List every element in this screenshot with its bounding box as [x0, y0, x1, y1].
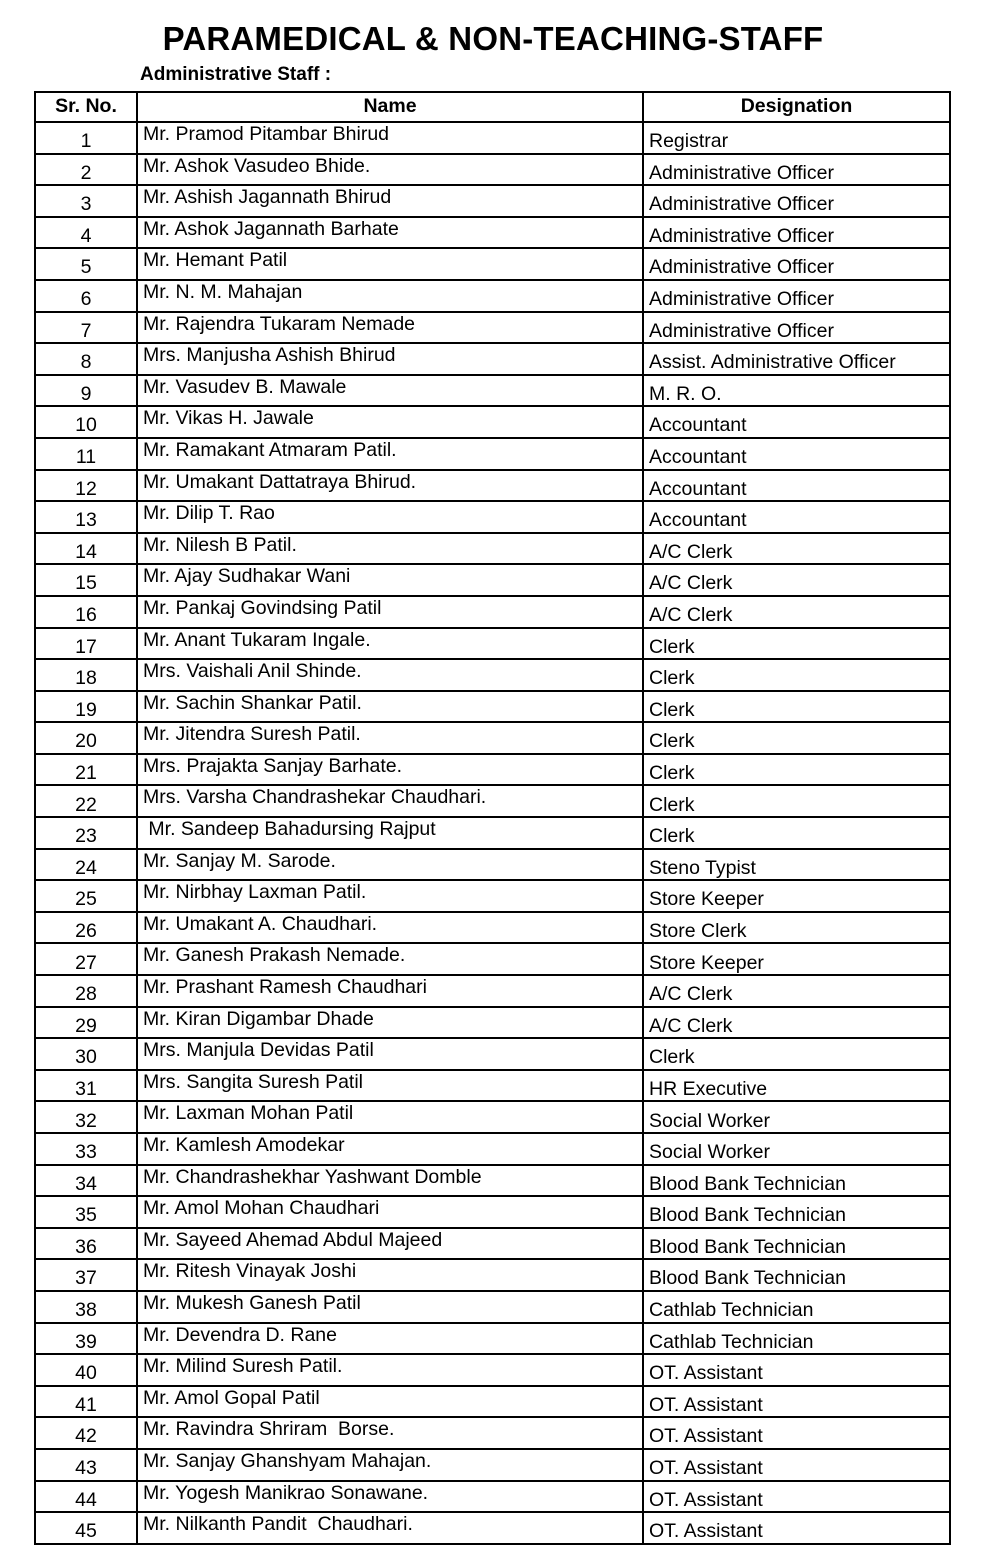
- cell-sr-no: 11: [35, 438, 137, 470]
- cell-sr-no: 22: [35, 785, 137, 817]
- table-row: [35, 1038, 950, 1070]
- cell-designation: A/C Clerk: [643, 975, 950, 1007]
- cell-name: Mrs. Manjula Devidas Patil: [137, 1038, 643, 1070]
- cell-name: Mrs. Manjusha Ashish Bhirud: [137, 343, 643, 375]
- cell-designation: OT. Assistant: [643, 1386, 950, 1418]
- cell-sr-no: 4: [35, 217, 137, 249]
- cell-designation: Store Keeper: [643, 943, 950, 975]
- cell-designation: Administrative Officer: [643, 280, 950, 312]
- cell-name: Mr. Kiran Digambar Dhade: [137, 1007, 643, 1039]
- cell-name: Mr. Prashant Ramesh Chaudhari: [137, 975, 643, 1007]
- header-name: Name: [137, 92, 643, 122]
- cell-designation: Clerk: [643, 691, 950, 723]
- table-row: [35, 785, 950, 817]
- cell-name: Mr. N. M. Mahajan: [137, 280, 643, 312]
- cell-name: Mr. Sayeed Ahemad Abdul Majeed: [137, 1228, 643, 1260]
- table-row: [35, 659, 950, 691]
- table-row: [35, 1449, 950, 1481]
- cell-name: Mr. Mukesh Ganesh Patil: [137, 1291, 643, 1323]
- cell-sr-no: 27: [35, 943, 137, 975]
- cell-name: Mr. Umakant A. Chaudhari.: [137, 912, 643, 944]
- cell-designation: Administrative Officer: [643, 312, 950, 344]
- cell-name: Mr. Ashok Jagannath Barhate: [137, 217, 643, 249]
- section-subtitle: Administrative Staff :: [140, 64, 332, 85]
- table-row: [35, 849, 950, 881]
- cell-name: Mr. Ritesh Vinayak Joshi: [137, 1259, 643, 1291]
- cell-sr-no: 35: [35, 1196, 137, 1228]
- table-row: [35, 1481, 950, 1513]
- cell-name: Mrs. Varsha Chandrashekar Chaudhari.: [137, 785, 643, 817]
- cell-name: Mr. Nilkanth Pandit Chaudhari.: [137, 1512, 643, 1544]
- table-row: [35, 722, 950, 754]
- cell-sr-no: 13: [35, 501, 137, 533]
- table-row: [35, 1007, 950, 1039]
- cell-sr-no: 23: [35, 817, 137, 849]
- header-designation: Designation: [643, 92, 950, 122]
- table-row: [35, 248, 950, 280]
- cell-sr-no: 19: [35, 691, 137, 723]
- cell-name: Mr. Kamlesh Amodekar: [137, 1133, 643, 1165]
- cell-designation: Accountant: [643, 406, 950, 438]
- cell-designation: Store Keeper: [643, 880, 950, 912]
- cell-sr-no: 5: [35, 248, 137, 280]
- table-row: [35, 817, 950, 849]
- cell-designation: Cathlab Technician: [643, 1323, 950, 1355]
- cell-designation: Clerk: [643, 1038, 950, 1070]
- cell-designation: Clerk: [643, 817, 950, 849]
- cell-name: Mr. Sanjay Ghanshyam Mahajan.: [137, 1449, 643, 1481]
- cell-name: Mr. Amol Gopal Patil: [137, 1386, 643, 1418]
- cell-designation: Administrative Officer: [643, 185, 950, 217]
- cell-designation: A/C Clerk: [643, 564, 950, 596]
- cell-sr-no: 15: [35, 564, 137, 596]
- cell-sr-no: 28: [35, 975, 137, 1007]
- cell-designation: A/C Clerk: [643, 533, 950, 565]
- cell-sr-no: 45: [35, 1512, 137, 1544]
- cell-sr-no: 12: [35, 470, 137, 502]
- cell-name: Mr. Vikas H. Jawale: [137, 406, 643, 438]
- cell-sr-no: 7: [35, 312, 137, 344]
- cell-sr-no: 39: [35, 1323, 137, 1355]
- table-row: [35, 1101, 950, 1133]
- cell-name: Mr. Milind Suresh Patil.: [137, 1354, 643, 1386]
- table-row: [35, 343, 950, 375]
- cell-name: Mr. Ramakant Atmaram Patil.: [137, 438, 643, 470]
- page-title: PARAMEDICAL & NON-TEACHING-STAFF: [162, 20, 824, 57]
- table-row: [35, 596, 950, 628]
- cell-sr-no: 6: [35, 280, 137, 312]
- cell-designation: Social Worker: [643, 1133, 950, 1165]
- table-row: [35, 1196, 950, 1228]
- cell-designation: Blood Bank Technician: [643, 1228, 950, 1260]
- table-header: [35, 92, 950, 122]
- cell-sr-no: 18: [35, 659, 137, 691]
- table-row: [35, 1386, 950, 1418]
- table-row: [35, 217, 950, 249]
- table-row: [35, 564, 950, 596]
- cell-name: Mr. Ajay Sudhakar Wani: [137, 564, 643, 596]
- cell-sr-no: 33: [35, 1133, 137, 1165]
- cell-designation: Blood Bank Technician: [643, 1196, 950, 1228]
- table-row: [35, 1070, 950, 1102]
- cell-name: Mr. Nilesh B Patil.: [137, 533, 643, 565]
- cell-sr-no: 10: [35, 406, 137, 438]
- cell-name: Mr. Ashok Vasudeo Bhide.: [137, 154, 643, 186]
- cell-name: Mr. Amol Mohan Chaudhari: [137, 1196, 643, 1228]
- table-row: [35, 438, 950, 470]
- cell-sr-no: 42: [35, 1417, 137, 1449]
- cell-designation: Clerk: [643, 722, 950, 754]
- cell-name: Mr. Dilip T. Rao: [137, 501, 643, 533]
- cell-designation: OT. Assistant: [643, 1449, 950, 1481]
- cell-sr-no: 32: [35, 1101, 137, 1133]
- cell-sr-no: 41: [35, 1386, 137, 1418]
- table-row: [35, 185, 950, 217]
- cell-designation: OT. Assistant: [643, 1512, 950, 1544]
- cell-name: Mr. Ganesh Prakash Nemade.: [137, 943, 643, 975]
- table-row: [35, 628, 950, 660]
- table-row: [35, 1512, 950, 1544]
- cell-sr-no: 25: [35, 880, 137, 912]
- cell-name: Mr. Devendra D. Rane: [137, 1323, 643, 1355]
- cell-designation: Clerk: [643, 754, 950, 786]
- table-row: [35, 1228, 950, 1260]
- cell-sr-no: 8: [35, 343, 137, 375]
- cell-name: Mr. Rajendra Tukaram Nemade: [137, 312, 643, 344]
- cell-name: Mr. Sandeep Bahadursing Rajput: [137, 817, 643, 849]
- cell-name: Mr. Anant Tukaram Ingale.: [137, 628, 643, 660]
- staff-table: [34, 91, 951, 1545]
- table-row: [35, 1417, 950, 1449]
- cell-sr-no: 1: [35, 122, 137, 154]
- cell-designation: Steno Typist: [643, 849, 950, 881]
- cell-sr-no: 36: [35, 1228, 137, 1260]
- cell-sr-no: 2: [35, 154, 137, 186]
- table-row: [35, 1259, 950, 1291]
- cell-designation: A/C Clerk: [643, 596, 950, 628]
- cell-name: Mrs. Prajakta Sanjay Barhate.: [137, 754, 643, 786]
- cell-sr-no: 30: [35, 1038, 137, 1070]
- cell-name: Mr. Vasudev B. Mawale: [137, 375, 643, 407]
- table-row: [35, 406, 950, 438]
- cell-designation: OT. Assistant: [643, 1354, 950, 1386]
- cell-sr-no: 24: [35, 849, 137, 881]
- cell-sr-no: 9: [35, 375, 137, 407]
- cell-designation: Accountant: [643, 438, 950, 470]
- table-row: [35, 691, 950, 723]
- table-row: [35, 754, 950, 786]
- cell-name: Mr. Jitendra Suresh Patil.: [137, 722, 643, 754]
- table-row: [35, 312, 950, 344]
- cell-designation: Blood Bank Technician: [643, 1165, 950, 1197]
- table-row: [35, 154, 950, 186]
- cell-sr-no: 14: [35, 533, 137, 565]
- cell-name: Mr. Chandrashekhar Yashwant Domble: [137, 1165, 643, 1197]
- cell-name: Mr. Hemant Patil: [137, 248, 643, 280]
- cell-sr-no: 37: [35, 1259, 137, 1291]
- table-row: [35, 1165, 950, 1197]
- cell-sr-no: 16: [35, 596, 137, 628]
- cell-designation: Accountant: [643, 501, 950, 533]
- cell-name: Mr. Sachin Shankar Patil.: [137, 691, 643, 723]
- table-row: [35, 975, 950, 1007]
- cell-sr-no: 29: [35, 1007, 137, 1039]
- cell-sr-no: 17: [35, 628, 137, 660]
- cell-sr-no: 40: [35, 1354, 137, 1386]
- cell-sr-no: 31: [35, 1070, 137, 1102]
- table-row: [35, 280, 950, 312]
- cell-name: Mrs. Vaishali Anil Shinde.: [137, 659, 643, 691]
- table-row: [35, 912, 950, 944]
- cell-designation: OT. Assistant: [643, 1417, 950, 1449]
- table-row: [35, 470, 950, 502]
- cell-designation: Clerk: [643, 785, 950, 817]
- table-row: [35, 880, 950, 912]
- cell-designation: HR Executive: [643, 1070, 950, 1102]
- cell-sr-no: 3: [35, 185, 137, 217]
- table-row: [35, 1133, 950, 1165]
- table-row: [35, 122, 950, 154]
- table-row: [35, 1323, 950, 1355]
- cell-name: Mr. Nirbhay Laxman Patil.: [137, 880, 643, 912]
- cell-name: Mrs. Sangita Suresh Patil: [137, 1070, 643, 1102]
- cell-name: Mr. Pankaj Govindsing Patil: [137, 596, 643, 628]
- cell-designation: Cathlab Technician: [643, 1291, 950, 1323]
- cell-designation: Assist. Administrative Officer: [643, 343, 950, 375]
- cell-designation: A/C Clerk: [643, 1007, 950, 1039]
- cell-designation: Clerk: [643, 659, 950, 691]
- cell-sr-no: 21: [35, 754, 137, 786]
- cell-designation: Clerk: [643, 628, 950, 660]
- cell-designation: Accountant: [643, 470, 950, 502]
- header-sr-no: Sr. No.: [35, 92, 137, 122]
- cell-designation: Administrative Officer: [643, 248, 950, 280]
- cell-name: Mr. Ravindra Shriram Borse.: [137, 1417, 643, 1449]
- cell-name: Mr. Umakant Dattatraya Bhirud.: [137, 470, 643, 502]
- cell-designation: Blood Bank Technician: [643, 1259, 950, 1291]
- cell-sr-no: 38: [35, 1291, 137, 1323]
- table-row: [35, 1354, 950, 1386]
- table-row: [35, 943, 950, 975]
- cell-designation: Store Clerk: [643, 912, 950, 944]
- table-row: [35, 1291, 950, 1323]
- table-row: [35, 533, 950, 565]
- cell-designation: M. R. O.: [643, 375, 950, 407]
- cell-sr-no: 26: [35, 912, 137, 944]
- cell-name: Mr. Yogesh Manikrao Sonawane.: [137, 1481, 643, 1513]
- cell-designation: Registrar: [643, 122, 950, 154]
- cell-name: Mr. Ashish Jagannath Bhirud: [137, 185, 643, 217]
- cell-designation: OT. Assistant: [643, 1481, 950, 1513]
- header-row: [35, 92, 950, 122]
- cell-designation: Administrative Officer: [643, 217, 950, 249]
- cell-name: Mr. Laxman Mohan Patil: [137, 1101, 643, 1133]
- cell-sr-no: 20: [35, 722, 137, 754]
- cell-name: Mr. Pramod Pitambar Bhirud: [137, 122, 643, 154]
- table-body: [35, 122, 950, 1544]
- cell-designation: Administrative Officer: [643, 154, 950, 186]
- table-row: [35, 501, 950, 533]
- cell-name: Mr. Sanjay M. Sarode.: [137, 849, 643, 881]
- cell-sr-no: 34: [35, 1165, 137, 1197]
- table-row: [35, 375, 950, 407]
- cell-sr-no: 43: [35, 1449, 137, 1481]
- cell-sr-no: 44: [35, 1481, 137, 1513]
- cell-designation: Social Worker: [643, 1101, 950, 1133]
